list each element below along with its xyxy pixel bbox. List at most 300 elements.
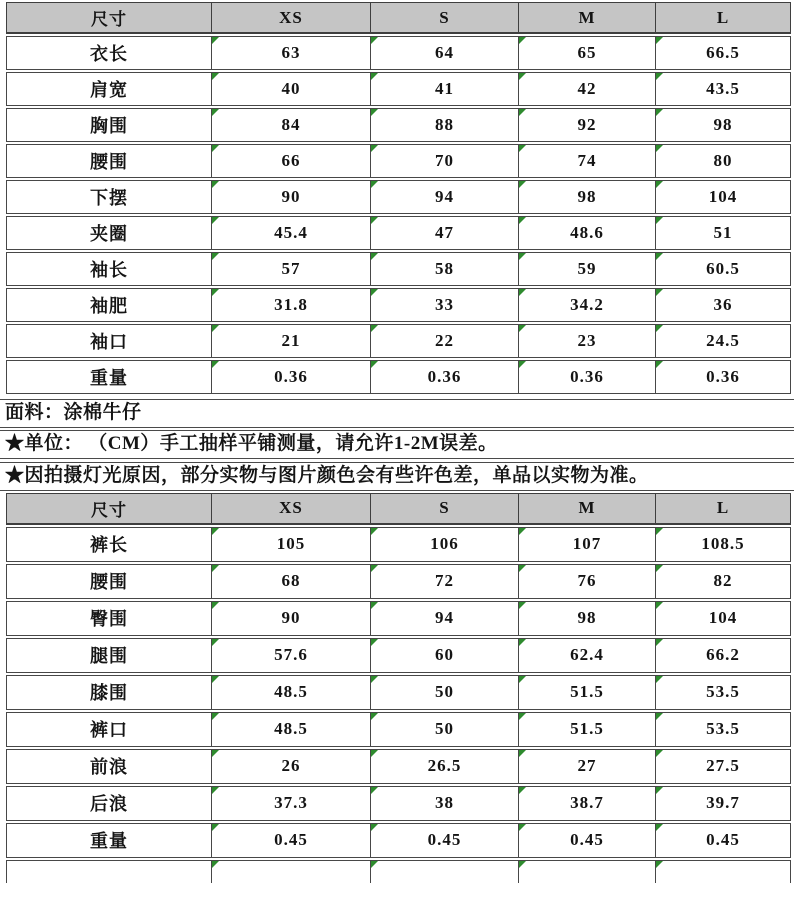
value-cell: [371, 601, 519, 636]
row-label-text: 袖长: [90, 260, 128, 280]
excel-flag-icon: [519, 325, 526, 332]
value-cell-text: 108.5: [701, 534, 745, 553]
excel-flag-icon: [519, 289, 526, 296]
excel-flag-icon: [371, 602, 378, 609]
excel-flag-icon: [212, 37, 219, 44]
excel-flag-icon: [371, 73, 378, 80]
value-cell: [212, 360, 371, 394]
header-cell-size-text: 尺寸: [91, 10, 127, 29]
value-cell-text: 63: [281, 43, 301, 62]
value-cell-text: 84: [281, 115, 301, 134]
excel-flag-icon: [519, 713, 526, 720]
value-cell-text: 74: [577, 151, 597, 170]
header-cell-m-text: M: [578, 7, 596, 27]
value-cell-text: 106: [430, 534, 459, 553]
value-cell-text: 66.2: [706, 645, 740, 664]
value-cell: [656, 564, 791, 599]
value-cell: [656, 108, 791, 142]
table-row: [6, 564, 791, 599]
header-cell-s: [371, 2, 519, 34]
unit-note: ★单位： （CM）手工抽样平铺测量，请允许1-2M误差。: [0, 430, 794, 459]
value-cell: [656, 527, 791, 562]
excel-flag-icon: [519, 73, 526, 80]
value-cell-text: 82: [713, 571, 733, 590]
excel-flag-icon: [212, 565, 219, 572]
value-cell: [371, 712, 519, 747]
value-cell: [656, 601, 791, 636]
value-cell: [656, 823, 791, 858]
row-label: [6, 749, 212, 784]
value-cell-text: 26: [281, 756, 301, 775]
value-cell-text: 64: [435, 43, 454, 62]
value-cell: [212, 601, 371, 636]
excel-flag-icon: [656, 145, 663, 152]
value-cell: [656, 72, 791, 106]
excel-flag-icon: [656, 181, 663, 188]
header-cell-l-text: L: [716, 7, 730, 27]
excel-flag-icon: [656, 528, 663, 535]
header-row: [6, 493, 791, 525]
value-cell-text: 72: [435, 571, 454, 590]
value-cell: [371, 72, 519, 106]
value-cell: [519, 638, 656, 673]
value-cell-text: 105: [276, 534, 306, 553]
excel-flag-icon: [519, 37, 526, 44]
value-cell-text: 34.2: [570, 295, 604, 314]
value-cell-text: 98: [713, 115, 733, 134]
value-cell-text: 90: [281, 608, 301, 627]
value-cell: [656, 144, 791, 178]
value-cell: [212, 180, 371, 214]
notes-section: [0, 399, 802, 491]
excel-flag-icon: [371, 181, 378, 188]
row-label: [6, 564, 212, 599]
value-cell: [519, 108, 656, 142]
table-row: [6, 712, 791, 747]
table-row: [6, 823, 791, 858]
value-cell: [656, 749, 791, 784]
value-cell-text: 0.45: [706, 830, 740, 849]
excel-flag-icon: [656, 787, 663, 794]
row-label: [6, 860, 212, 883]
excel-flag-icon: [371, 565, 378, 572]
excel-flag-icon: [212, 289, 219, 296]
excel-flag-icon: [519, 109, 526, 116]
value-cell-text: 76: [577, 571, 597, 590]
row-label: [6, 675, 212, 710]
value-cell-text: 66: [281, 151, 301, 170]
excel-flag-icon: [656, 253, 663, 260]
header-cell-l: [656, 493, 791, 525]
value-cell: [519, 712, 656, 747]
row-label: [6, 288, 212, 322]
excel-flag-icon: [371, 639, 378, 646]
value-cell-text: 36: [713, 295, 733, 314]
excel-flag-icon: [212, 713, 219, 720]
value-cell-text: 39.7: [706, 793, 740, 812]
partial-row: [6, 860, 791, 883]
value-cell: [519, 324, 656, 358]
excel-flag-icon: [656, 639, 663, 646]
value-cell-text: 66.5: [706, 43, 740, 62]
row-label-text: 袖肥: [90, 296, 128, 316]
value-cell: [656, 860, 791, 883]
excel-flag-icon: [212, 361, 219, 368]
header-cell-xs: [212, 493, 371, 525]
value-cell-text: 0.36: [706, 367, 740, 386]
table-row: [6, 72, 791, 106]
value-cell-text: 104: [708, 187, 738, 206]
row-label: [6, 360, 212, 394]
row-label: [6, 180, 212, 214]
value-cell: [519, 749, 656, 784]
excel-flag-icon: [371, 289, 378, 296]
excel-flag-icon: [656, 676, 663, 683]
value-cell-text: 51.5: [570, 682, 604, 701]
value-cell-text: 0.36: [274, 367, 308, 386]
excel-flag-icon: [371, 787, 378, 794]
value-cell-text: 24.5: [706, 331, 740, 350]
excel-flag-icon: [656, 73, 663, 80]
header-cell-m: [519, 2, 656, 34]
row-label: [6, 786, 212, 821]
value-cell: [519, 675, 656, 710]
row-label: [6, 324, 212, 358]
value-cell-text: 22: [435, 331, 454, 350]
value-cell: [371, 288, 519, 322]
value-cell: [656, 36, 791, 70]
row-label: [6, 823, 212, 858]
value-cell: [371, 527, 519, 562]
value-cell: [519, 180, 656, 214]
value-cell: [519, 564, 656, 599]
table-row: [6, 601, 791, 636]
excel-flag-icon: [371, 861, 378, 868]
value-cell-text: 57: [281, 259, 301, 278]
value-cell: [656, 638, 791, 673]
excel-flag-icon: [212, 217, 219, 224]
value-cell: [519, 72, 656, 106]
value-cell: [656, 360, 791, 394]
value-cell-text: 92: [577, 115, 597, 134]
value-cell-text: 38: [435, 793, 454, 812]
value-cell: [371, 860, 519, 883]
excel-flag-icon: [656, 289, 663, 296]
value-cell: [371, 216, 519, 250]
row-label-text: 裤口: [90, 720, 128, 740]
row-label-text: 夹圈: [90, 224, 128, 244]
row-label: [6, 216, 212, 250]
value-cell: [371, 638, 519, 673]
value-cell-text: 45.4: [274, 223, 308, 242]
value-cell-text: 27: [577, 756, 597, 775]
value-cell-text: 41: [435, 79, 454, 98]
excel-flag-icon: [656, 217, 663, 224]
excel-flag-icon: [371, 109, 378, 116]
value-cell: [519, 360, 656, 394]
table-row: [6, 638, 791, 673]
value-cell-text: 51.5: [570, 719, 604, 738]
header-cell-size-text: 尺寸: [91, 500, 127, 520]
value-cell-text: 51: [713, 223, 733, 242]
excel-flag-icon: [371, 253, 378, 260]
header-cell-xs: [212, 2, 371, 34]
value-cell-text: 33: [435, 295, 454, 314]
excel-flag-icon: [656, 750, 663, 757]
value-cell: [371, 360, 519, 394]
value-cell-text: 48.6: [570, 223, 604, 242]
excel-flag-icon: [656, 109, 663, 116]
excel-flag-icon: [371, 750, 378, 757]
row-label-text: 肩宽: [90, 80, 128, 100]
row-label-text: 重量: [90, 831, 128, 851]
excel-flag-icon: [371, 361, 378, 368]
value-cell-text: 31.8: [274, 295, 308, 314]
value-cell: [519, 601, 656, 636]
excel-flag-icon: [212, 861, 219, 868]
row-label: [6, 108, 212, 142]
excel-flag-icon: [371, 325, 378, 332]
value-cell-text: 53.5: [706, 682, 740, 701]
excel-flag-icon: [656, 713, 663, 720]
excel-flag-icon: [656, 361, 663, 368]
row-label-text: 前浪: [90, 757, 128, 777]
value-cell-text: 0.45: [274, 830, 308, 849]
excel-flag-icon: [519, 361, 526, 368]
value-cell-text: 43.5: [706, 79, 740, 98]
value-cell-text: 60.5: [706, 259, 740, 278]
excel-flag-icon: [212, 824, 219, 831]
excel-flag-icon: [656, 325, 663, 332]
value-cell-text: 23: [577, 331, 597, 350]
header-cell-s-text: S: [439, 498, 450, 517]
excel-flag-icon: [519, 750, 526, 757]
value-cell: [656, 324, 791, 358]
row-label: [6, 601, 212, 636]
value-cell: [371, 252, 519, 286]
row-label-text: 腰围: [90, 572, 128, 592]
value-cell: [519, 144, 656, 178]
excel-flag-icon: [656, 37, 663, 44]
excel-flag-icon: [371, 824, 378, 831]
value-cell-text: 0.45: [570, 830, 604, 849]
value-cell: [212, 638, 371, 673]
excel-flag-icon: [519, 253, 526, 260]
value-cell: [212, 712, 371, 747]
value-cell: [656, 252, 791, 286]
value-cell-text: 0.45: [427, 830, 462, 849]
excel-flag-icon: [212, 676, 219, 683]
excel-flag-icon: [656, 602, 663, 609]
excel-flag-icon: [371, 713, 378, 720]
value-cell: [212, 288, 371, 322]
value-cell: [656, 288, 791, 322]
value-cell-text: 104: [708, 608, 738, 627]
value-cell: [519, 527, 656, 562]
excel-flag-icon: [212, 639, 219, 646]
row-label-text: 袖口: [90, 332, 128, 352]
value-cell: [519, 252, 656, 286]
value-cell-text: 59: [577, 259, 597, 278]
value-cell: [212, 36, 371, 70]
table-row: [6, 675, 791, 710]
value-cell-text: 65: [577, 43, 597, 62]
excel-flag-icon: [519, 639, 526, 646]
value-cell: [519, 860, 656, 883]
excel-flag-icon: [212, 181, 219, 188]
row-label-text: 腰围: [90, 152, 128, 172]
table-row: [6, 749, 791, 784]
value-cell: [212, 108, 371, 142]
value-cell-text: 48.5: [274, 682, 308, 701]
excel-flag-icon: [519, 181, 526, 188]
row-label: [6, 638, 212, 673]
value-cell: [519, 823, 656, 858]
value-cell: [371, 564, 519, 599]
value-cell: [212, 786, 371, 821]
value-cell-text: 27.5: [706, 756, 740, 775]
value-cell-text: 37.3: [274, 793, 308, 812]
value-cell-text: 94: [435, 187, 454, 206]
table-row: [6, 786, 791, 821]
value-cell-text: 38.7: [570, 793, 604, 812]
value-cell: [519, 36, 656, 70]
header-cell-l-text: L: [716, 498, 730, 517]
header-cell-m-text: M: [578, 498, 596, 517]
value-cell-text: 90: [281, 187, 301, 206]
value-cell-text: 57.6: [274, 645, 308, 664]
excel-flag-icon: [656, 565, 663, 572]
value-cell: [656, 675, 791, 710]
header-cell-l: [656, 2, 791, 34]
value-cell-text: 40: [281, 79, 301, 98]
excel-flag-icon: [519, 528, 526, 535]
row-label-text: 裤长: [90, 535, 128, 555]
value-cell-text: 0.36: [570, 367, 604, 386]
value-cell-text: 98: [577, 608, 597, 627]
excel-flag-icon: [212, 325, 219, 332]
row-label-text: 下摆: [90, 188, 128, 208]
value-cell: [519, 216, 656, 250]
value-cell-text: 107: [572, 534, 602, 553]
value-cell: [212, 564, 371, 599]
row-label: [6, 252, 212, 286]
value-cell-text: 53.5: [706, 719, 740, 738]
value-cell: [371, 36, 519, 70]
value-cell-text: 60: [435, 645, 454, 664]
excel-flag-icon: [212, 602, 219, 609]
table-row: [6, 216, 791, 250]
value-cell: [212, 72, 371, 106]
value-cell-text: 58: [435, 259, 454, 278]
row-label: [6, 72, 212, 106]
excel-flag-icon: [371, 217, 378, 224]
value-cell: [371, 180, 519, 214]
value-cell-text: 68: [281, 571, 301, 590]
row-label: [6, 144, 212, 178]
excel-flag-icon: [212, 750, 219, 757]
table-row: [6, 252, 791, 286]
value-cell-text: 98: [577, 187, 597, 206]
excel-flag-icon: [519, 861, 526, 868]
value-cell-text: 88: [435, 115, 454, 134]
table-row: [6, 360, 791, 394]
pants-size-table: [6, 491, 791, 885]
header-row: [6, 2, 791, 34]
excel-flag-icon: [519, 565, 526, 572]
table-row: [6, 324, 791, 358]
value-cell: [371, 108, 519, 142]
row-label: [6, 527, 212, 562]
excel-flag-icon: [519, 824, 526, 831]
header-cell-size: [6, 2, 212, 34]
table-row: [6, 144, 791, 178]
value-cell-text: 50: [435, 682, 454, 701]
value-cell-text: 47: [435, 223, 454, 242]
header-cell-s-text: S: [439, 7, 450, 27]
row-label-text: 胸围: [90, 116, 128, 136]
table-row: [6, 108, 791, 142]
excel-flag-icon: [212, 145, 219, 152]
value-cell: [371, 823, 519, 858]
table-row: [6, 36, 791, 70]
value-cell: [212, 860, 371, 883]
row-label: [6, 36, 212, 70]
excel-flag-icon: [519, 676, 526, 683]
value-cell: [371, 144, 519, 178]
value-cell: [212, 144, 371, 178]
value-cell: [212, 823, 371, 858]
value-cell-text: 62.4: [570, 645, 604, 664]
value-cell-text: 70: [435, 151, 454, 170]
header-cell-xs-text: XS: [279, 7, 303, 27]
color-difference-note: ★因拍摄灯光原因，部分实物与图片颜色会有些许色差，单品以实物为准。: [0, 462, 794, 491]
row-label-text: 衣长: [90, 44, 128, 64]
excel-flag-icon: [519, 145, 526, 152]
excel-flag-icon: [371, 145, 378, 152]
excel-flag-icon: [212, 787, 219, 794]
value-cell-text: 0.36: [427, 367, 462, 386]
value-cell-text: 94: [435, 608, 454, 627]
value-cell: [212, 527, 371, 562]
value-cell: [519, 786, 656, 821]
value-cell: [212, 252, 371, 286]
header-cell-size: [6, 493, 212, 525]
value-cell: [212, 216, 371, 250]
value-cell: [371, 786, 519, 821]
value-cell-text: 21: [281, 331, 301, 350]
excel-flag-icon: [656, 861, 663, 868]
row-label-text: 重量: [90, 368, 128, 388]
value-cell: [371, 324, 519, 358]
table-row: [6, 180, 791, 214]
value-cell: [656, 180, 791, 214]
row-label-text: 腿围: [90, 646, 128, 666]
value-cell: [656, 786, 791, 821]
excel-flag-icon: [519, 602, 526, 609]
excel-flag-icon: [371, 676, 378, 683]
value-cell-text: 42: [577, 79, 597, 98]
excel-flag-icon: [371, 528, 378, 535]
excel-flag-icon: [212, 73, 219, 80]
value-cell: [212, 324, 371, 358]
excel-flag-icon: [519, 787, 526, 794]
value-cell-text: 80: [713, 151, 733, 170]
value-cell-text: 48.5: [274, 719, 308, 738]
value-cell: [371, 749, 519, 784]
value-cell: [656, 216, 791, 250]
excel-flag-icon: [212, 528, 219, 535]
